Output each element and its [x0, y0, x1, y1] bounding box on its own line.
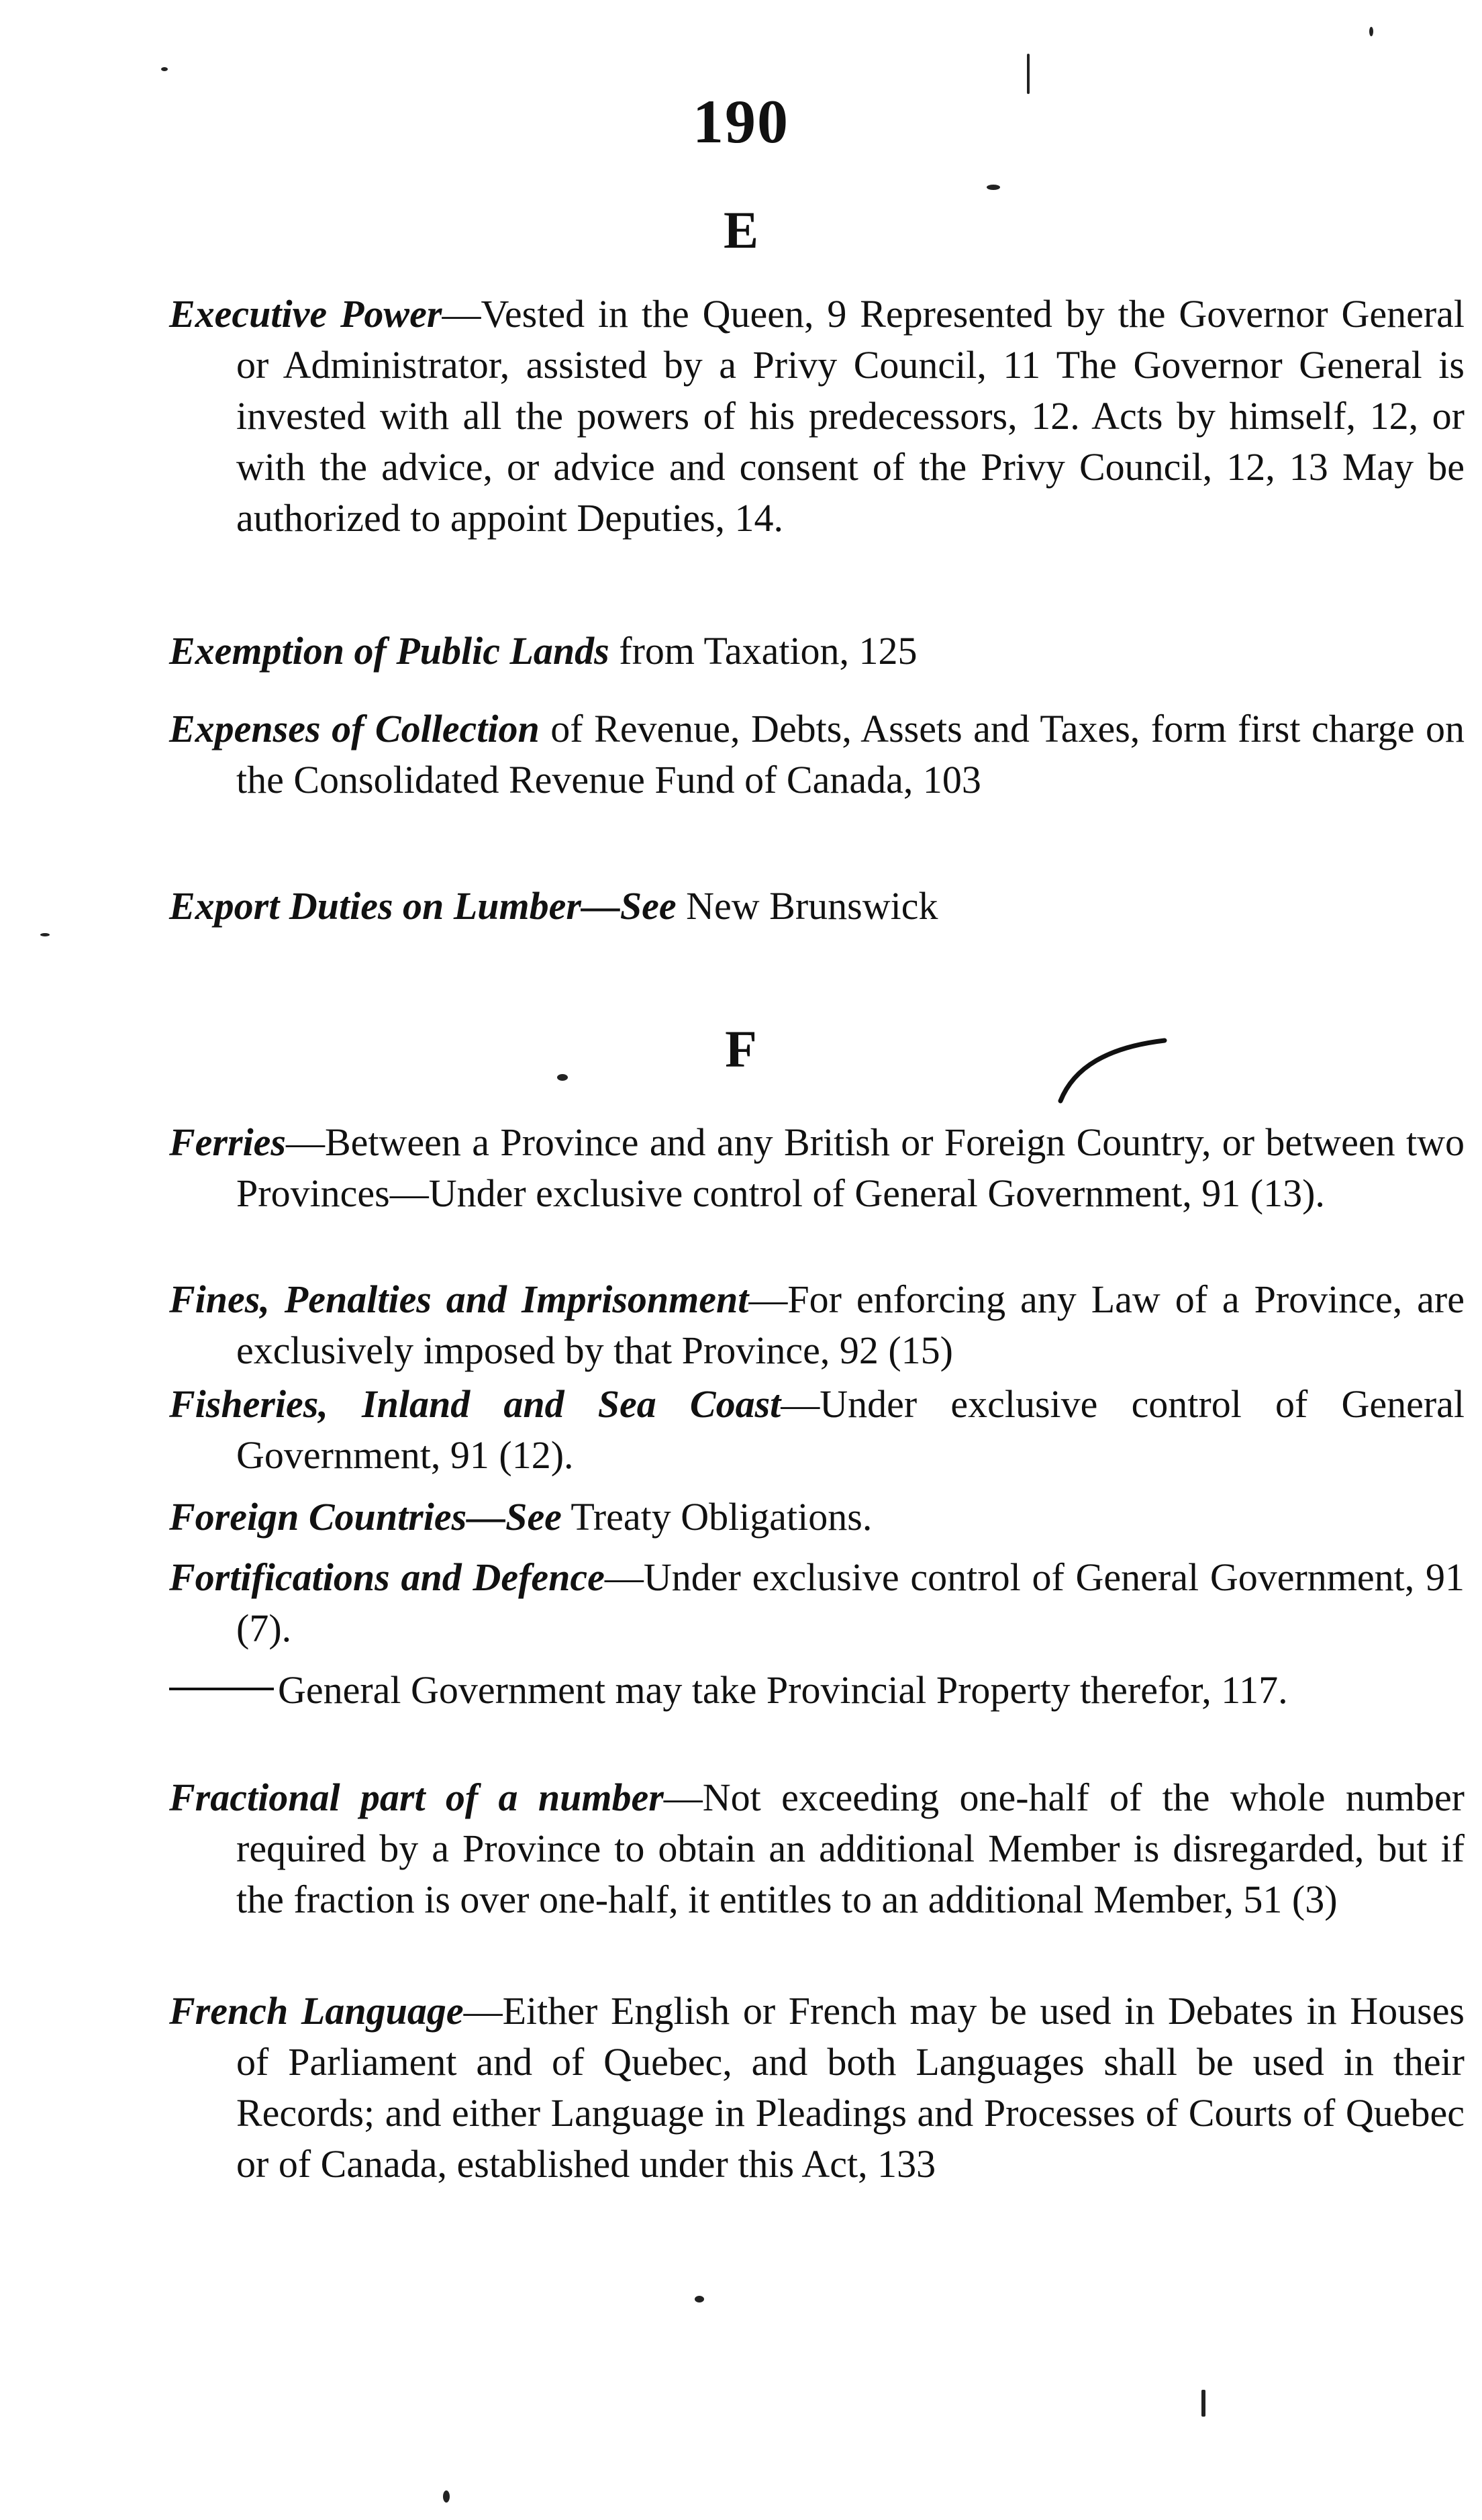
pen-stroke-mark: [1047, 1027, 1181, 1108]
entry-text: of Revenue, Debts, Assets and Taxes, form first charge on the Consolidated Revenue Fund of Canada, 103: [236, 707, 1465, 802]
index-entry-executive-power: [169, 289, 1465, 544]
section-letter-f: F: [725, 1020, 757, 1078]
repeat-dash: [169, 1688, 274, 1690]
entry-text: General Government may take Provincial Property therefor, 117.: [278, 1668, 1288, 1712]
entry-term: Executive Power: [169, 292, 442, 336]
entry-text: Treaty Obligations.: [561, 1495, 873, 1539]
entry-text: —Under exclusive control of General Government, 91 (7).: [236, 1555, 1465, 1650]
entry-text: —Not exceeding one-half of the whole number required by a Province to obtain an additional Member is disregarded, but if the fraction is over one-half, it entitles to an additional Member, 51 (3): [236, 1776, 1465, 1921]
index-entry-fisheries: [169, 1379, 1465, 1481]
entry-term: Fisheries, Inland and Sea Coast: [169, 1382, 781, 1426]
scan-speck: [40, 933, 50, 936]
entry-term: Export Duties on Lumber—See: [169, 884, 677, 928]
entry-text: —Vested in the Queen, 9 Represented by the Governor General or Administrator, assisted by a Privy Council, 11 The Governor General is invested with all the powers of his predecessors, 12. Acts by himself, 12, or with the advice, or advice and consent of the Privy Council, 12, 13 May be authorized to appoint Deputies, 14.: [236, 292, 1465, 540]
scan-speck: [161, 67, 168, 71]
entry-term: Exemption of Public Lands: [169, 629, 609, 673]
index-entry-fractional-part: [169, 1772, 1465, 1925]
entry-text: from Taxation, 125: [609, 629, 918, 673]
scan-speck: [987, 185, 1000, 190]
scan-speck: [1201, 2390, 1205, 2417]
scan-speck: [695, 2296, 704, 2303]
entry-term: Fines, Penalties and Imprisonment: [169, 1277, 749, 1321]
scan-speck: [557, 1074, 568, 1081]
scan-speck: [443, 2490, 450, 2503]
index-entry-foreign-countries: [169, 1492, 1465, 1543]
index-entry-fortifications-defence: [169, 1552, 1465, 1654]
entry-term: French Language: [169, 1989, 464, 2033]
section-letter-e: E: [723, 201, 759, 259]
entry-text: —Between a Province and any British or Foreign Country, or between two Provinces—Under exclusive control of General Government, 91 (13).: [236, 1120, 1465, 1215]
index-entry-ferries: [169, 1117, 1465, 1219]
entry-text: New Brunswick: [676, 884, 938, 928]
index-entry-french-language: [169, 1986, 1465, 2190]
entry-text: —Either English or French may be used in Debates in Houses of Parliament and of Quebec, and both Languages shall be used in their Records; and either Language in Pleadings and Processes of Courts of Quebec or of Canada, established under this Act, 133: [236, 1989, 1465, 2186]
scan-speck: [1369, 27, 1373, 36]
index-entry-export-duties-lumber: [169, 881, 1465, 932]
scan-speck: [1027, 54, 1030, 94]
entry-term: Fortifications and Defence: [169, 1555, 605, 1599]
page-number: 190: [693, 87, 789, 156]
index-entry-fines-penalties: [169, 1274, 1465, 1376]
entry-term: Expenses of Collection: [169, 707, 540, 750]
entry-text: —For enforcing any Law of a Province, are exclusively imposed by that Province, 92 (15): [236, 1277, 1465, 1372]
entry-term: Foreign Countries—See: [169, 1495, 562, 1539]
index-entry-exemption-public-lands: [169, 626, 1465, 677]
index-subentry-provincial-property: [169, 1665, 1465, 1716]
entry-text: —Under exclusive control of General Government, 91 (12).: [236, 1382, 1465, 1477]
entry-term: Fractional part of a number: [169, 1776, 664, 1819]
index-entry-expenses-collection: [169, 704, 1465, 806]
entry-term: Ferries: [169, 1120, 286, 1164]
